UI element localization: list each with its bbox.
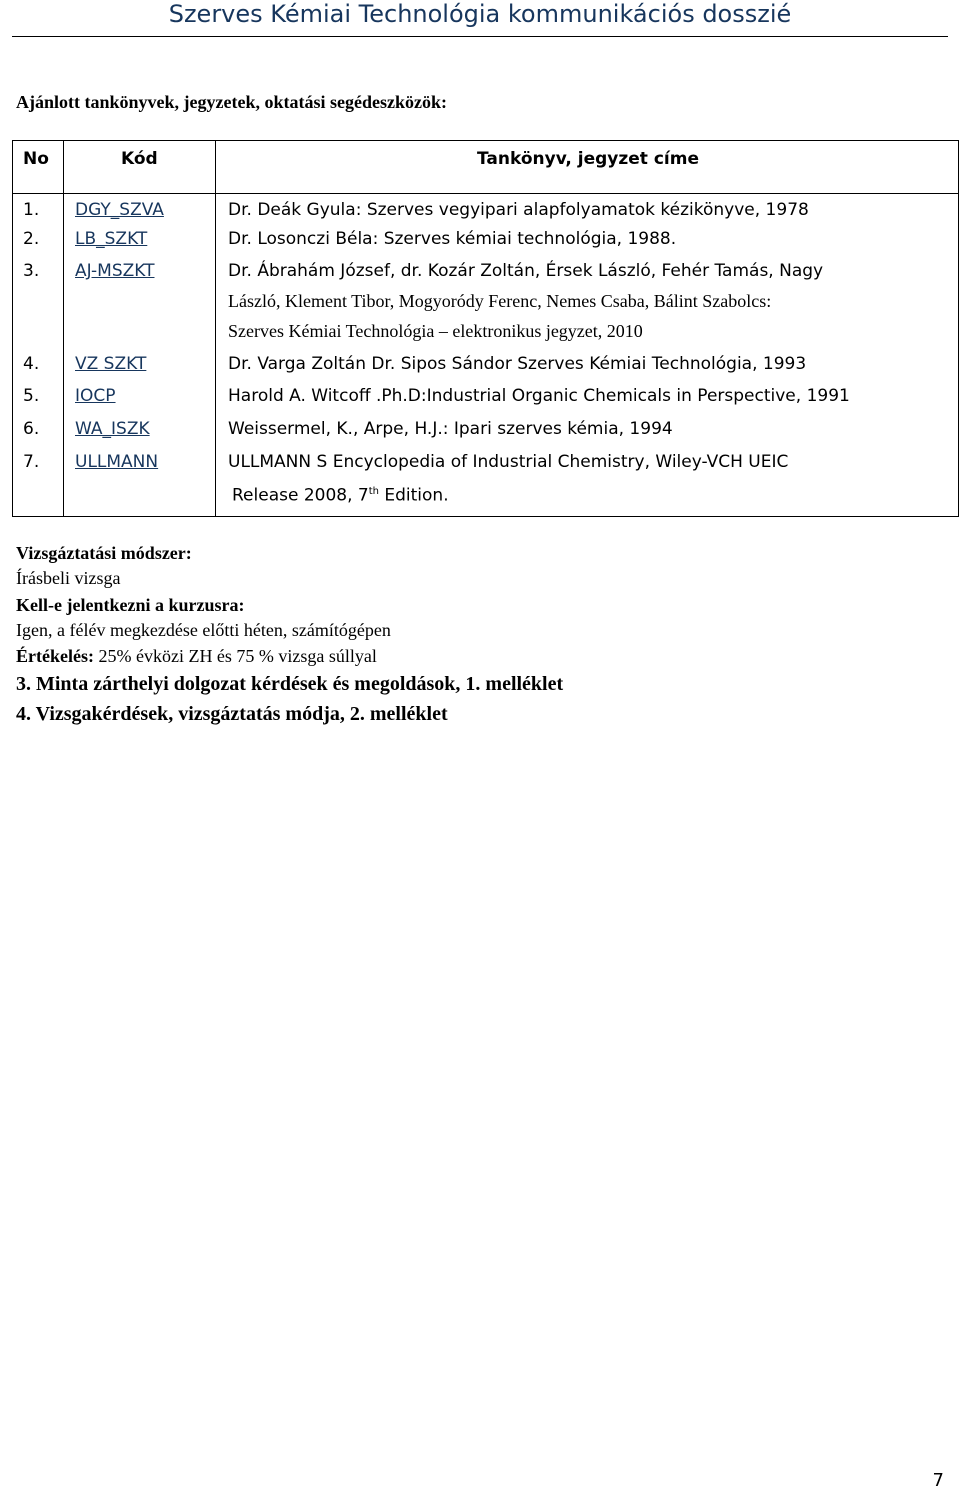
- grading-line: [16, 643, 377, 669]
- row-title-line: Szerves Kémiai Technológia – elektronikus jegyzet, 2010: [228, 321, 643, 341]
- registration-label: Kell-e jelentkezni a kurzusra:: [16, 595, 245, 615]
- row-number: 7.: [23, 452, 40, 472]
- row-title-line: ULLMANN S Encyclopedia of Industrial Chemistry, Wiley-VCH UEIC: [228, 452, 789, 472]
- row-title: Weissermel, K., Arpe, H.J.: Ipari szerves kémia, 1994: [228, 419, 673, 439]
- row-code-link[interactable]: WA_ISZK: [75, 419, 150, 439]
- column-divider: [215, 141, 216, 516]
- row-code-link[interactable]: IOCP: [75, 386, 116, 406]
- release-suffix: Edition.: [378, 485, 449, 506]
- row-number: 4.: [23, 354, 40, 374]
- row-number: 3.: [23, 261, 40, 281]
- registration-value: Igen, a félév megkezdése előtti héten, számítógépen: [16, 620, 391, 640]
- row-release-line: [228, 481, 948, 507]
- row-code-link[interactable]: VZ SZKT: [75, 354, 147, 374]
- release-prefix: Release 2008, 7: [232, 485, 369, 506]
- row-title: Dr. Varga Zoltán Dr. Sipos Sándor Szerves Kémiai Technológia, 1993: [228, 354, 807, 374]
- row-title: Harold A. Witcoff .Ph.D:Industrial Organic Chemicals in Perspective, 1991: [228, 386, 850, 406]
- column-header-title: Tankönyv, jegyzet címe: [477, 149, 699, 169]
- row-number: 2.: [23, 229, 40, 249]
- grading-label: Értékelés:: [16, 646, 94, 666]
- attachment-item-4: 4. Vizsgakérdések, vizsgáztatás módja, 2. melléklet: [16, 703, 448, 725]
- exam-method-value: Írásbeli vizsga: [16, 568, 121, 588]
- row-code-link[interactable]: AJ-MSZKT: [75, 261, 155, 281]
- row-number: 1.: [23, 200, 40, 220]
- textbooks-table: [12, 140, 959, 517]
- row-code-link[interactable]: DGY_SZVA: [75, 200, 164, 220]
- row-title: [228, 451, 948, 507]
- grading-value: 25% évközi ZH és 75 % vizsga súllyal: [93, 646, 377, 666]
- page-number: 7: [932, 1470, 944, 1491]
- row-title: Dr. Deák Gyula: Szerves vegyipari alapfolyamatok kézikönyve, 1978: [228, 200, 809, 220]
- attachment-item-3: 3. Minta zárthelyi dolgozat kérdések és megoldások, 1. melléklet: [16, 673, 564, 695]
- row-code-link[interactable]: LB_SZKT: [75, 229, 148, 249]
- row-title-line: Dr. Ábrahám József, dr. Kozár Zoltán, Érsek László, Fehér Tamás, Nagy: [228, 261, 824, 281]
- section-heading: Ajánlott tankönyvek, jegyzetek, oktatási segédeszközök:: [16, 92, 447, 112]
- column-header-code: Kód: [121, 149, 158, 169]
- release-superscript: th: [368, 486, 379, 497]
- row-title: [228, 260, 948, 342]
- column-divider: [63, 141, 64, 516]
- column-header-no: No: [23, 149, 49, 169]
- row-title: Dr. Losonczi Béla: Szerves kémiai technológia, 1988.: [228, 229, 677, 249]
- row-code-link[interactable]: ULLMANN: [75, 452, 159, 472]
- row-number: 6.: [23, 419, 40, 439]
- header-divider: [12, 36, 948, 37]
- header-row-divider: [13, 193, 958, 194]
- page-header-title: Szerves Kémiai Technológia kommunikációs dosszié: [168, 0, 792, 28]
- row-number: 5.: [23, 386, 40, 406]
- row-title-line: László, Klement Tibor, Mogyoródy Ferenc, Nemes Csaba, Bálint Szabolcs:: [228, 291, 772, 311]
- exam-method-label: Vizsgáztatási módszer:: [16, 543, 192, 563]
